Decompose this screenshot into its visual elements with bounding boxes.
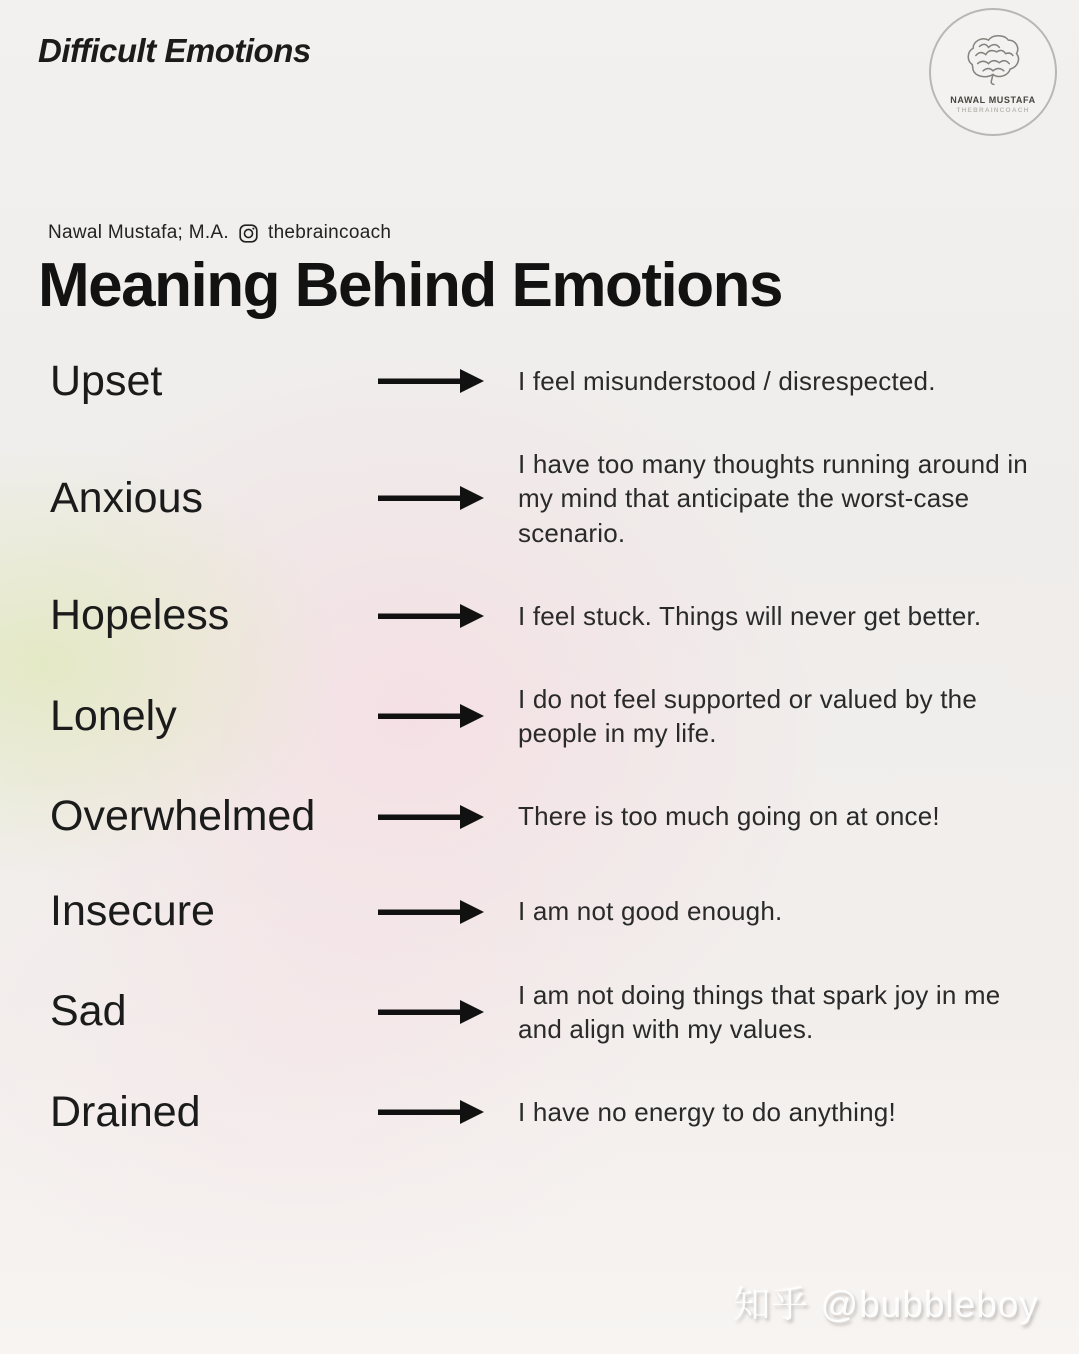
emotion-label: Sad — [50, 987, 127, 1036]
arrow-right-icon — [378, 367, 518, 395]
emotion-label: Anxious — [50, 473, 203, 522]
instagram-handle: thebraincoach — [267, 222, 392, 243]
logo-subtitle: THEBRAINCOACH — [956, 107, 1030, 114]
emotion-meaning: I am not doing things that spark joy in me and align with my values. — [518, 979, 1001, 1044]
emotion-label: Lonely — [50, 691, 177, 740]
arrow-right-icon — [378, 602, 518, 630]
arrow-right-icon — [378, 803, 518, 831]
arrow-right-icon — [378, 1098, 518, 1126]
emotion-label: Upset — [50, 356, 163, 405]
emotion-row-sad — [50, 978, 1041, 1047]
emotion-meaning: I do not feel supported or valued by the people in my life. — [518, 683, 977, 749]
emotion-meaning: I feel stuck. Things will never get better. — [518, 600, 982, 631]
page-title: Meaning Behind Emotions — [38, 251, 782, 320]
emotion-row-hopeless — [50, 587, 1041, 645]
emotion-row-overwhelmed — [50, 788, 1041, 846]
emotion-list — [50, 352, 1041, 1141]
emotion-meaning: I have too many thoughts running around in my mind that anticipate the worst-case scenario. — [518, 449, 1028, 548]
arrow-right-icon — [378, 702, 518, 730]
emotion-label: Insecure — [50, 887, 215, 936]
emotion-row-anxious — [50, 447, 1041, 550]
brain-icon — [960, 32, 1026, 93]
emotion-row-insecure — [50, 883, 1041, 941]
watermark: 知乎 @bubbleboy — [733, 1284, 1039, 1325]
emotion-row-lonely — [50, 682, 1041, 751]
emotion-label: Drained — [50, 1087, 201, 1136]
corner-title: Difficult Emotions — [38, 32, 311, 69]
author-name: Nawal Mustafa; M.A. — [48, 222, 229, 243]
arrow-right-icon — [378, 484, 518, 512]
emotion-meaning: I am not good enough. — [518, 896, 783, 927]
arrow-right-icon — [378, 998, 518, 1026]
emotion-label: Overwhelmed — [50, 792, 316, 841]
brand-logo — [929, 8, 1057, 136]
attribution — [48, 222, 391, 244]
emotion-row-drained — [50, 1083, 1041, 1141]
emotion-label: Hopeless — [50, 591, 230, 640]
emotion-meaning: I feel misunderstood / disrespected. — [518, 365, 936, 396]
instagram-icon — [238, 223, 259, 244]
arrow-right-icon — [378, 898, 518, 926]
emotion-row-upset — [50, 352, 1041, 410]
emotion-meaning: There is too much going on at once! — [518, 801, 940, 832]
emotion-meaning: I have no energy to do anything! — [518, 1097, 896, 1128]
logo-name: NAWAL MUSTAFA — [950, 95, 1036, 105]
